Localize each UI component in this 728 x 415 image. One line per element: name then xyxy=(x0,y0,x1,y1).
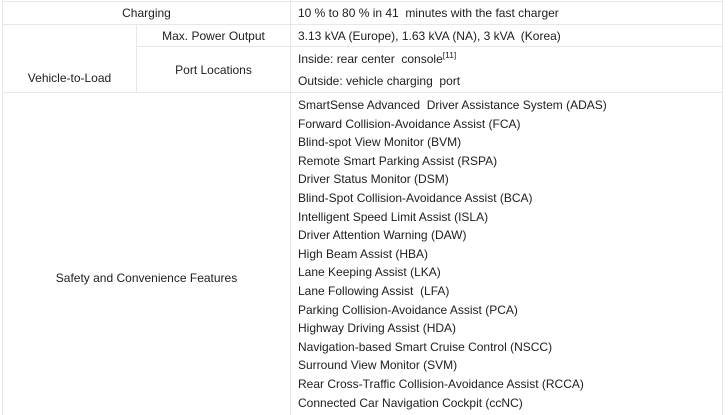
safety-features-row-label: Safety and Convenience Features xyxy=(55,271,238,285)
max-power-output-row-label: Max. Power Output xyxy=(136,25,290,47)
footnote-ref-11[interactable]: [11] xyxy=(442,49,457,60)
port-locations-row-value xyxy=(290,47,722,93)
feature-item: Connected Car Navigation Cockpit (ccNC) xyxy=(298,395,523,410)
feature-item: SmartSense Advanced Driver Assistance System (ADAS) xyxy=(298,98,607,112)
charging-row-value: 10 % to 80 % in 41 minutes with the fast charger xyxy=(290,2,722,25)
feature-item: Intelligent Speed Limit Assist (ISLA) xyxy=(298,209,489,224)
features-list xyxy=(290,93,722,415)
feature-item: Surround View Monitor (SVM) xyxy=(298,358,458,373)
feature-item: Highway Driving Assist (HDA) xyxy=(298,321,457,336)
port-location-outside-line: Outside: vehicle charging port xyxy=(298,73,461,88)
port-location-inside-text: Inside: rear center console xyxy=(298,51,443,66)
max-power-output-row-value: 3.13 kVA (Europe), 1.63 kVA (NA), 3 kVA (Korea) xyxy=(290,25,722,47)
feature-item: Navigation-based Smart Cruise Control (NSCC) xyxy=(298,339,553,354)
vehicle-to-load-row-label: Vehicle-to-Load xyxy=(3,25,136,93)
feature-item: Forward Collision-Avoidance Assist (FCA) xyxy=(298,116,521,131)
feature-item: Blind-spot View Monitor (BVM) xyxy=(298,135,462,150)
feature-item: Parking Collision-Avoidance Assist (PCA) xyxy=(298,302,518,317)
spec-table xyxy=(2,0,723,415)
port-location-inside-line xyxy=(298,48,456,70)
feature-item: Driver Status Monitor (DSM) xyxy=(298,172,449,187)
feature-item: Lane Keeping Assist (LKA) xyxy=(298,265,441,280)
feature-item: Driver Attention Warning (DAW) xyxy=(298,228,467,243)
feature-item: Remote Smart Parking Assist (RSPA) xyxy=(298,153,498,168)
port-locations-row-label: Port Locations xyxy=(136,47,290,93)
feature-item: Lane Following Assist (LFA) xyxy=(298,283,450,298)
charging-row-label: Charging xyxy=(3,2,290,25)
feature-item: Blind-Spot Collision-Avoidance Assist (BCA) xyxy=(298,190,533,205)
feature-item: High Beam Assist (HBA) xyxy=(298,246,429,261)
feature-item: Rear Cross-Traffic Collision-Avoidance Assist (RCCA) xyxy=(298,376,584,391)
